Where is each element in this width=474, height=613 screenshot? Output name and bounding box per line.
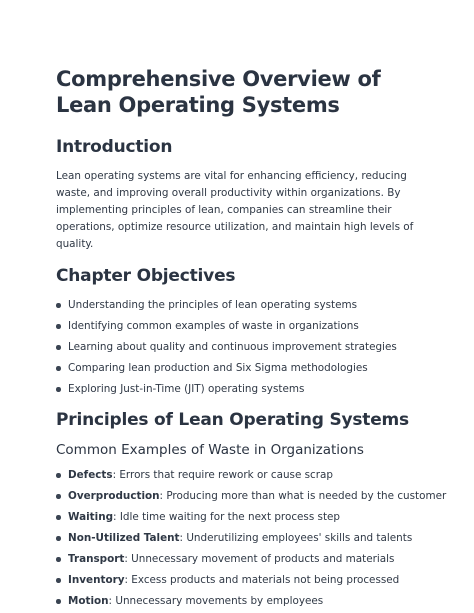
waste-term: Overproduction <box>68 490 160 502</box>
introduction-heading: Introduction <box>56 137 173 157</box>
bullet-icon <box>56 303 61 308</box>
principles-heading: Principles of Lean Operating Systems <box>56 410 409 430</box>
bullet-icon <box>56 473 61 478</box>
waste-description: : Unnecessary movement of products and materials <box>124 553 395 565</box>
objective-text: Understanding the principles of lean operating systems <box>68 299 358 311</box>
waste-description: : Idle time waiting for the next process step <box>113 511 341 523</box>
waste-description: : Errors that require rework or cause scrap <box>112 469 334 481</box>
waste-subheading: Common Examples of Waste in Organizations <box>56 442 364 458</box>
list-item <box>56 591 434 612</box>
bullet-icon <box>56 515 61 520</box>
list-item <box>56 295 434 316</box>
waste-term: Waiting <box>68 511 114 523</box>
bullet-icon <box>56 599 61 604</box>
waste-description: : Underutilizing employees' skills and talents <box>179 532 413 544</box>
objectives-list <box>56 295 434 400</box>
waste-term: Motion <box>68 595 109 607</box>
objective-text: Identifying common examples of waste in organizations <box>68 320 359 332</box>
list-item <box>56 337 434 358</box>
page-title: Comprehensive Overview of Lean Operating Systems <box>56 67 381 117</box>
bullet-icon <box>56 557 61 562</box>
list-item <box>56 465 434 486</box>
list-item <box>56 486 447 507</box>
list-item <box>56 549 434 570</box>
list-item <box>56 507 434 528</box>
objective-text: Exploring Just-in-Time (JIT) operating systems <box>68 383 305 395</box>
bullet-icon <box>56 387 61 392</box>
bullet-icon <box>56 366 61 371</box>
bullet-icon <box>56 345 61 350</box>
bullet-icon <box>56 578 61 583</box>
waste-list <box>56 465 447 612</box>
introduction-paragraph: Lean operating systems are vital for enhancing efficiency, reducing waste, and improving overall productivity within organizations. By implementing principles of lean, companies can streamline their operations, optimize resource utilization, and maintain high levels of quality. <box>56 170 414 250</box>
waste-description: : Excess products and materials not being processed <box>124 574 400 586</box>
list-item <box>56 379 434 400</box>
bullet-icon <box>56 324 61 329</box>
waste-term: Inventory <box>68 574 125 586</box>
waste-description: : Unnecessary movements by employees <box>108 595 324 607</box>
waste-term: Transport <box>68 553 125 565</box>
waste-term: Non-Utilized Talent <box>68 532 180 544</box>
objective-text: Comparing lean production and Six Sigma methodologies <box>68 362 368 374</box>
list-item <box>56 528 434 549</box>
objective-text: Learning about quality and continuous improvement strategies <box>68 341 397 353</box>
list-item <box>56 316 434 337</box>
bullet-icon <box>56 536 61 541</box>
list-item <box>56 358 434 379</box>
waste-description: : Producing more than what is needed by the customer <box>159 490 447 502</box>
objectives-heading: Chapter Objectives <box>56 266 236 286</box>
list-item <box>56 570 434 591</box>
bullet-icon <box>56 494 61 499</box>
waste-term: Defects <box>68 469 113 481</box>
